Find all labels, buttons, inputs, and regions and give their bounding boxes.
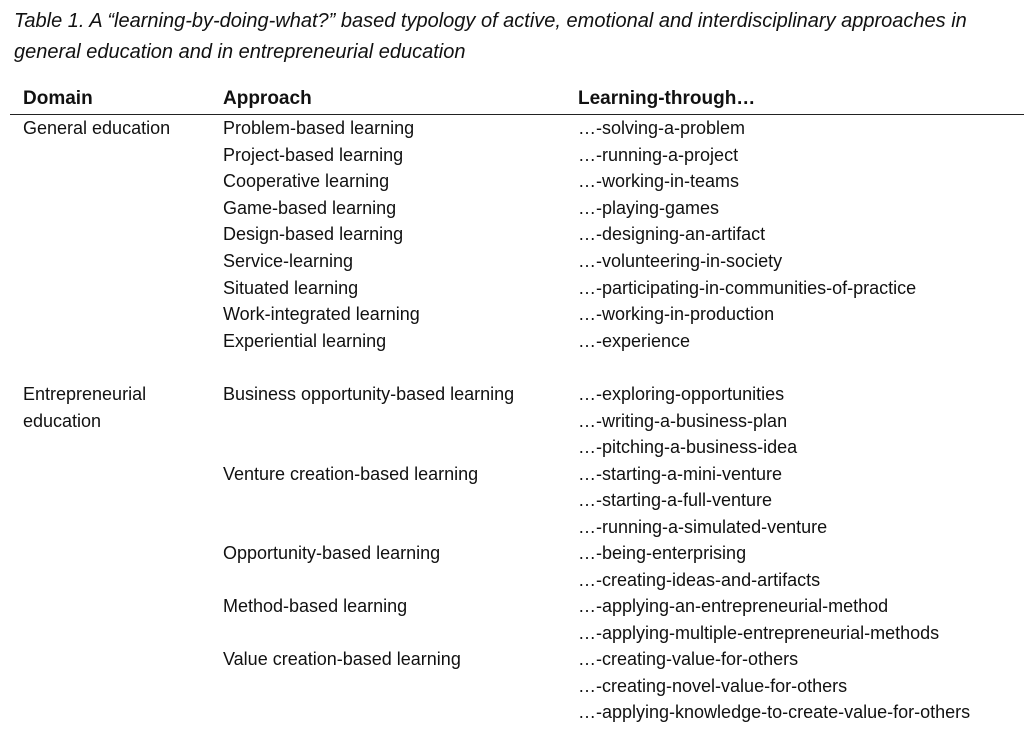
approach-cell: Venture creation-based learning — [223, 464, 479, 484]
approach-cell: Situated learning — [223, 278, 359, 298]
learning-cell: …-applying-knowledge-to-create-value-for-others — [578, 702, 971, 722]
learning-cell: …-running-a-simulated-venture — [578, 517, 828, 537]
approach-cell: Project-based learning — [223, 145, 404, 165]
learning-cell: …-running-a-project — [578, 145, 739, 165]
learning-cell: …-starting-a-mini-venture — [578, 464, 783, 484]
learning-cell: …-experience — [578, 331, 691, 351]
learning-cell: …-working-in-production — [578, 304, 775, 324]
approach-cell: Service-learning — [223, 251, 354, 271]
learning-cell: …-applying-an-entrepreneurial-method — [578, 596, 889, 616]
learning-cell: …-exploring-opportunities — [578, 384, 785, 404]
approach-cell: Business opportunity-based learning — [223, 384, 515, 404]
learning-cell: …-solving-a-problem — [578, 118, 746, 138]
header-approach: Approach — [223, 88, 312, 109]
approach-cell: Problem-based learning — [223, 118, 415, 138]
learning-cell: …-playing-games — [578, 198, 720, 218]
learning-cell: …-starting-a-full-venture — [578, 490, 773, 510]
approach-cell: Game-based learning — [223, 198, 397, 218]
approach-cell: Opportunity-based learning — [223, 543, 441, 563]
domain-entrepreneurial-line2: education — [23, 411, 102, 431]
approach-cell: Design-based learning — [223, 224, 404, 244]
learning-cell: …-participating-in-communities-of-practice — [578, 278, 917, 298]
header-learning-through: Learning-through… — [578, 88, 756, 109]
approach-cell: Cooperative learning — [223, 171, 390, 191]
table-caption: Table 1. A “learning-by-doing-what?” based typology of active, emotional and interdisciplinary approaches in general education and in entrepreneurial education — [14, 10, 967, 63]
learning-cell: …-pitching-a-business-idea — [578, 437, 798, 457]
learning-cell: …-creating-novel-value-for-others — [578, 676, 848, 696]
domain-general-education: General education — [23, 118, 171, 138]
domain-entrepreneurial-line1: Entrepreneurial — [23, 384, 147, 404]
learning-cell: …-volunteering-in-society — [578, 251, 783, 271]
learning-cell: …-applying-multiple-entrepreneurial-methods — [578, 623, 940, 643]
approach-cell: Method-based learning — [223, 596, 408, 616]
header-domain: Domain — [23, 88, 93, 109]
approach-cell: Experiential learning — [223, 331, 387, 351]
learning-cell: …-creating-ideas-and-artifacts — [578, 570, 821, 590]
header-rule — [10, 114, 1024, 115]
approach-cell: Work-integrated learning — [223, 304, 420, 324]
learning-cell: …-creating-value-for-others — [578, 649, 799, 669]
approach-cell: Value creation-based learning — [223, 649, 461, 669]
learning-cell: …-designing-an-artifact — [578, 224, 766, 244]
learning-cell: …-writing-a-business-plan — [578, 411, 788, 431]
learning-cell: …-being-enterprising — [578, 543, 747, 563]
learning-cell: …-working-in-teams — [578, 171, 740, 191]
